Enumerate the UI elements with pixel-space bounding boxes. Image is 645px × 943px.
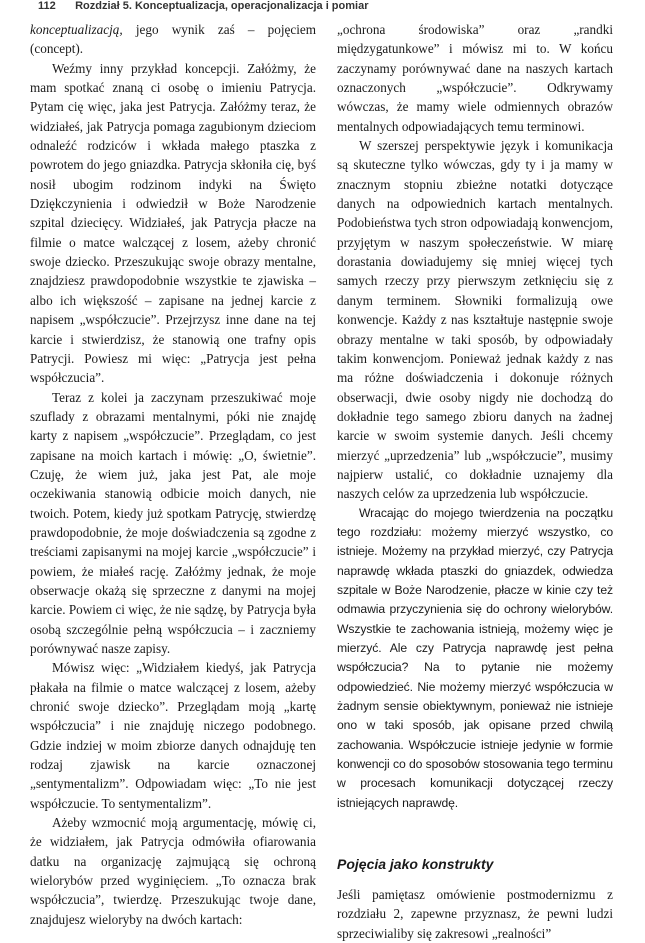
lead-in-italic: konceptualizacją, xyxy=(30,22,123,37)
body-paragraph: „ochrona środowiska” oraz „randki międzygatunkowe” i mówisz mi to. W końcu zaczynamy porównywać dane na naszych kartach oznaczonych „współczucie”. Odkrywamy wówczas, że mamy wiele odmiennych obrazów mentalnych odpowiadających temu terminowi. xyxy=(337,22,613,134)
lead-in-paragraph xyxy=(30,20,316,59)
body-paragraph: Weźmy inny przykład koncepcji. Załóżmy, że mam spotkać znaną ci osobę o imieniu Patrycja. Pytam cię więc, jaka jest Patrycja. Załóżmy teraz, że widziałeś, jak Patrycja pomaga zagubionym dzieciom odnaleźć rodziców i wkłada małego ptaszka z powrotem do jego gniazdka. Patrycja skłoniła cię, byś nosił ubogim rodzinom indyki na Święto Dziękczynienia i odwiedził w Boże Narodzenie szpital dziecięcy. Widziałeś, jak Patrycja płacze na filmie o matce walczącej z losem, ażeby chronić swoje dziecko. Przeszukując swoje obrazy mentalne, znajdziesz prawdopodobnie wszystkie te zjawiska – albo ich większość – zapisane na jednej karcie z napisem „współczucie”. Przejrzysz inne dane na tej karcie i stwierdzisz, że stanowią one trafny opis Patrycji. Powiesz mi więc: „Patrycja jest pełna współczucia”. xyxy=(30,60,316,386)
section-heading: Pojęcia jako konstrukty xyxy=(337,856,494,873)
body-paragraph: Teraz z kolei ja zaczynam przeszukiwać moje szuflady z obrazami mentalnymi, póki nie znajdę karty z napisem „współczucie”. Przeglądam, co jest zapisane na moich kartach i mówię: „O, świetnie”. Czuję, że wiem już, jaka jest Pat, ale moje oczekiwania stanowią odbicie moich danych, nie twoich. Potem, kiedy już spotkam Patrycję, stwierdzę prawdopodobnie, że moje doświadczenia są zgodne z treściami zapisanymi na mojej karcie „współczucie” i powiem, że miałeś rację. Załóżmy jednak, że moje obserwacje okażą się sprzeczne z danymi na mojej karcie. Powiem ci więc, że nie sądzę, by Patrycja była osobą szczególnie pełną współczucia – i zaczniemy porównywać nasze zapisy. xyxy=(30,389,316,656)
left-column xyxy=(30,20,316,929)
body-paragraph: Wracając do mojego twierdzenia na początku tego rozdziału: możemy mierzyć wszystko, co istnieje. Możemy na przykład mierzyć, czy Patrycja naprawdę wkłada ptaszki do gniazdek, odwiedza szpitale w Boże Narodzenie, płacze w kinie czy też odmawia przyczynienia się do ochrony wielorybów. Wszystkie te zachowania istnieją, możemy więc je mierzyć. Ale czy Patrycja naprawdę jest pełna współczucia? Na to pytanie nie możemy odpowiedzieć. Nie możemy mierzyć współczucia w żadnym sensie obiektywnym, ponieważ nie istnieje ono w taki sposób, jak opisane przed chwilą zachowania. Współczucie istnieje jedynie w formie konwencji co do sposobów stosowania tego terminu w procesach komunikacji dotyczącej rzeczy istniejących naprawdę. xyxy=(337,505,613,810)
right-column xyxy=(337,20,613,943)
body-paragraph: Mówisz więc: „Widziałem kiedyś, jak Patrycja płakała na filmie o matce walczącej z losem, ażeby chronić swoje dziecko”. Przeglądam moją „kartę współczucia” i nie znajduję niczego podobnego. Gdzie indziej w moim zbiorze danych odnajduję ten rodzaj zjawisk na karcie oznaczonej „sentymentalizm”. Odpowiadam więc: „To nie jest współczucie. To sentymentalizm”. xyxy=(30,660,316,811)
lead-in-rest: jego wynik zaś – pojęciem (concept). xyxy=(30,22,316,57)
body-paragraph: Ażeby wzmocnić moją argumentację, mówię ci, że widziałem, jak Patrycja odmówiła ofiarowania datku na organizację zajmującą się ochroną wielorybów przed wyginięciem. „To oznacza brak współczucia”, twierdzę. Przeszukując twoje dane, znajdujesz wieloryby na dwóch kartach: xyxy=(30,815,316,927)
running-title: Rozdział 5. Konceptualizacja, operacjonalizacja i pomiar xyxy=(75,0,369,12)
body-paragraph: Jeśli pamiętasz omówienie postmodernizmu z rozdziału 2, zapewne przyznasz, że pewni ludzi sprzeciwialiby się zakresowi „realności” xyxy=(337,887,613,941)
page-number: 112 xyxy=(38,0,56,12)
body-paragraph: W szerszej perspektywie język i komunikacja są skuteczne tylko wówczas, gdy ty i ja mamy w znacznym stopniu zbieżne notatki dotyczące danych na odpowiednich kartach mentalnych. Podobieństwa tych stron odpowiadają konwencjom, przyjętym w naszym społeczeństwie. W miarę dorastania dowiadujemy się mniej więcej tych samych rzeczy przy pierwszym zetknięciu się z danym terminem. Słowniki formalizują owe konwencje. Każdy z nas kształtuje następnie swoje obrazy mentalne w taki sposób, by odpowiadały takim konwencjom. Ponieważ jednak każdy z nas ma różne doświadczenia i dokonuje różnych obserwacji, dwie osoby nigdy nie dochodzą do dokładnie tego samego zbioru danych na żadnej karcie w swoim systemie danych. Jeśli chcemy mierzyć „uprzedzenia” lub „współczucie”, musimy najpierw ustalić, co dokładnie uznajemy dla naszych celów za uprzedzenia lub współczucie. xyxy=(337,138,613,502)
running-header xyxy=(38,0,638,14)
